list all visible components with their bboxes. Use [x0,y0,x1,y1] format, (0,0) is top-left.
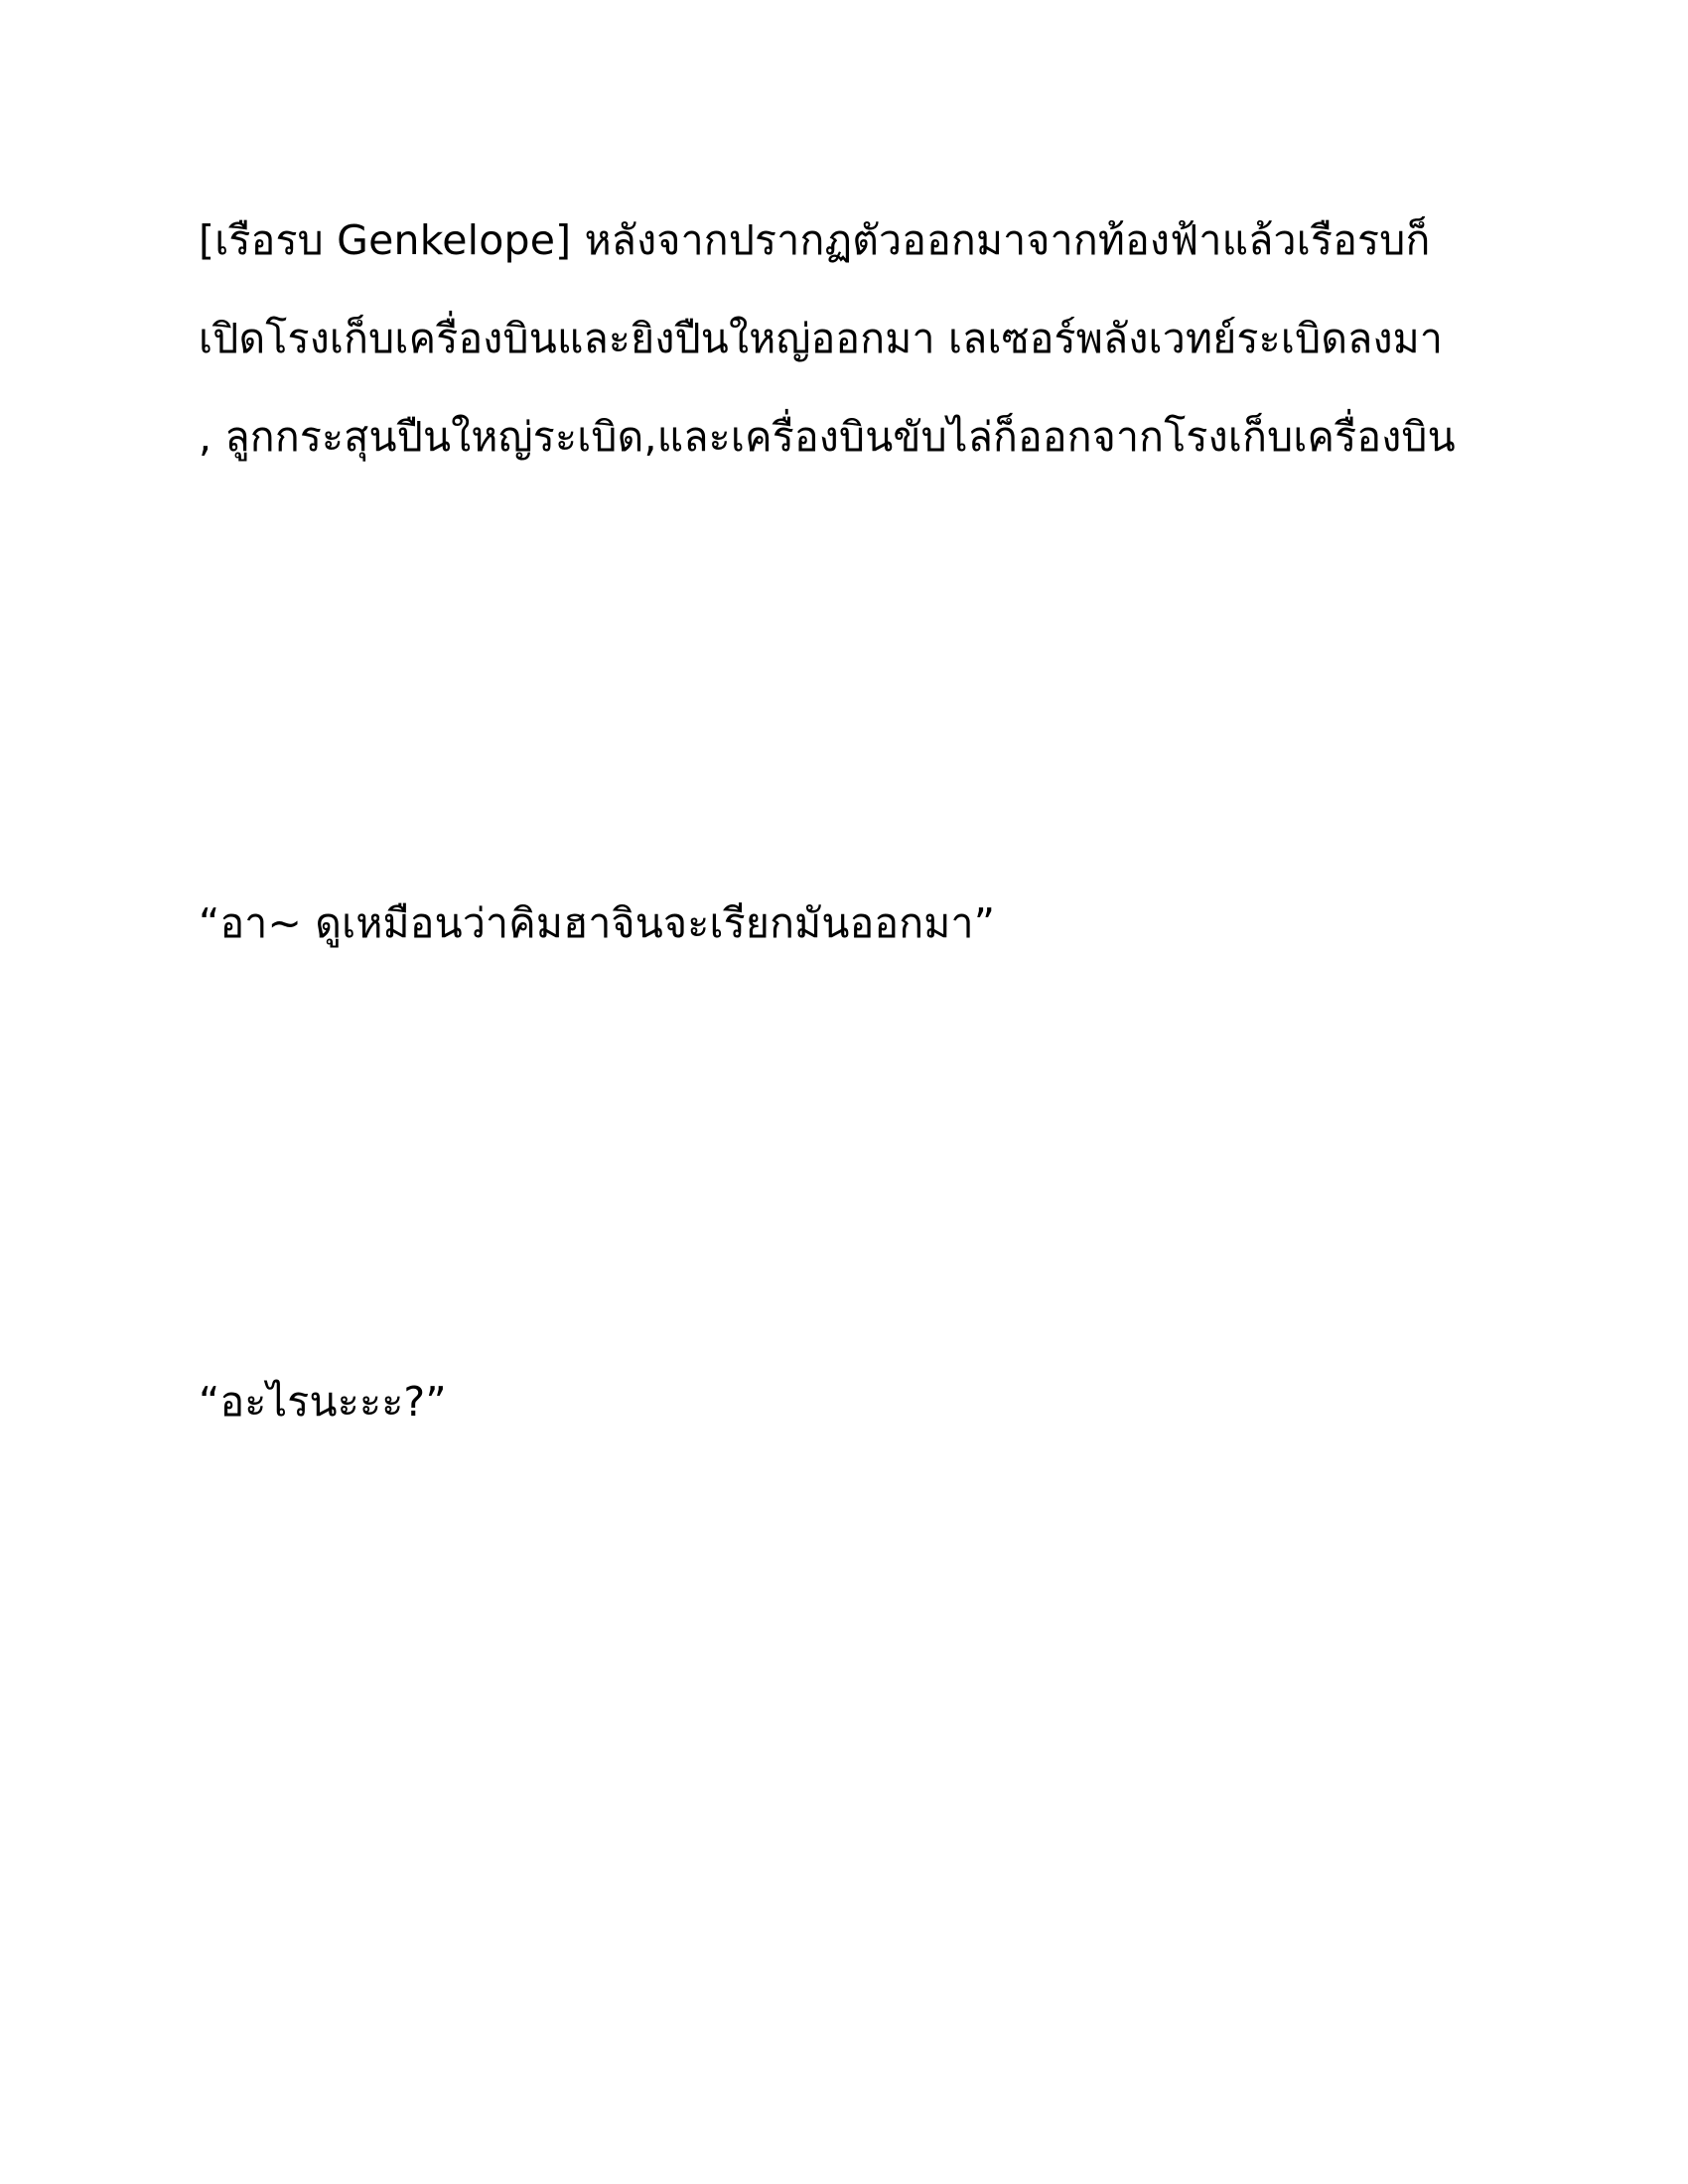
dialogue-line: “อา~ ดูเหมือนว่าคิมฮาจินจะเรียกมันออกมา” [199,899,996,947]
dialogue-line: “อะไรนะะะ?” [199,1378,447,1426]
paragraph-line: เปิดโรงเก็บเครื่องบินและยิงปืนใหญ่ออกมา เลเซอร์พลังเวทย์ระเบิดลงมา [199,315,1444,362]
paragraph-line: [เรือรบ Genkelope] หลังจากปรากฏตัวออกมาจากท้องฟ้าแล้วเรือรบก็ [199,216,1431,264]
paragraph-line: , ลูกกระสุนปืนใหญ่ระเบิด,และเครื่องบินขับไล่ก็ออกจากโรงเก็บเครื่องบิน [199,413,1456,461]
